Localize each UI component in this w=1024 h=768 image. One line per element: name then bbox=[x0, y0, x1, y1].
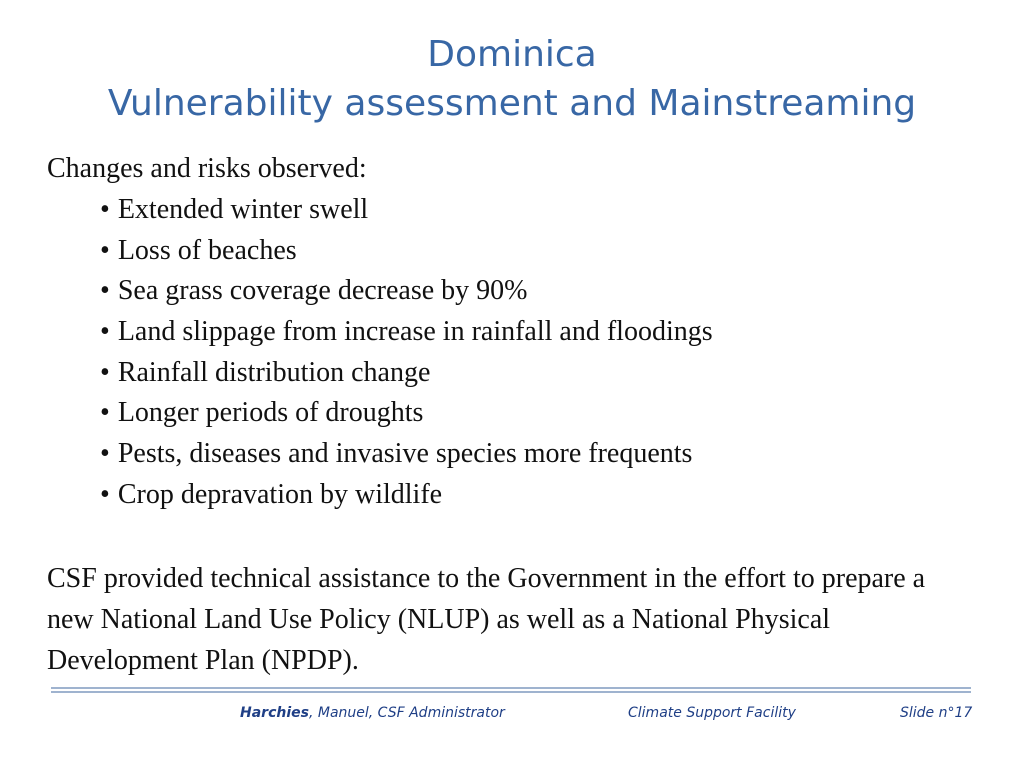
bullet-text: Loss of beaches bbox=[117, 234, 297, 266]
bullet-item bbox=[47, 353, 977, 394]
bullet-text: Extended winter swell bbox=[117, 194, 369, 225]
bullet-list bbox=[47, 190, 977, 516]
footer-divider bbox=[51, 691, 971, 693]
bullet-item bbox=[47, 190, 977, 231]
title-line-1: Dominica bbox=[427, 34, 597, 75]
bullet-text: Land slippage from increase in rainfall and floodings bbox=[117, 316, 713, 348]
author-details: , Manuel, CSF Administrator bbox=[308, 705, 505, 721]
bullet-text: Crop depravation by wildlife bbox=[117, 478, 443, 510]
bullet-text: Sea grass coverage decrease by 90% bbox=[117, 275, 528, 307]
slide-number: Slide n°17 bbox=[900, 705, 973, 721]
bullet-icon: • bbox=[100, 356, 110, 388]
bullet-icon: • bbox=[100, 478, 110, 510]
bullet-icon: • bbox=[100, 234, 110, 266]
slide-title bbox=[0, 30, 1024, 128]
author-surname: Harchies bbox=[240, 705, 309, 721]
footer-author bbox=[240, 705, 505, 721]
bullet-item bbox=[47, 475, 977, 516]
bullet-text: Longer periods of droughts bbox=[117, 397, 424, 429]
intro-text: Changes and risks observed: bbox=[47, 153, 367, 184]
slide-body bbox=[47, 148, 977, 681]
bullet-icon: • bbox=[100, 397, 110, 429]
bullet-item bbox=[47, 434, 977, 475]
footer-divider bbox=[51, 687, 971, 689]
footer bbox=[0, 705, 1024, 729]
bullet-item bbox=[47, 393, 977, 434]
bullet-item bbox=[47, 231, 977, 272]
footer-organization: Climate Support Facility bbox=[628, 705, 796, 721]
bullet-icon: • bbox=[100, 438, 110, 470]
bullet-text: Pests, diseases and invasive species more frequents bbox=[117, 438, 693, 470]
bullet-icon: • bbox=[100, 275, 110, 307]
bullet-icon: • bbox=[100, 316, 110, 348]
bullet-icon: • bbox=[100, 194, 110, 225]
summary-paragraph: CSF provided technical assistance to the Government in the effort to prepare a new National Land Use Policy (NLUP) as well as a National Physical Development Plan (NPDP). bbox=[47, 562, 926, 676]
bullet-text: Rainfall distribution change bbox=[117, 356, 431, 388]
bullet-item bbox=[47, 312, 977, 353]
bullet-item bbox=[47, 271, 977, 312]
title-line-2: Vulnerability assessment and Mainstreaming bbox=[107, 83, 917, 124]
